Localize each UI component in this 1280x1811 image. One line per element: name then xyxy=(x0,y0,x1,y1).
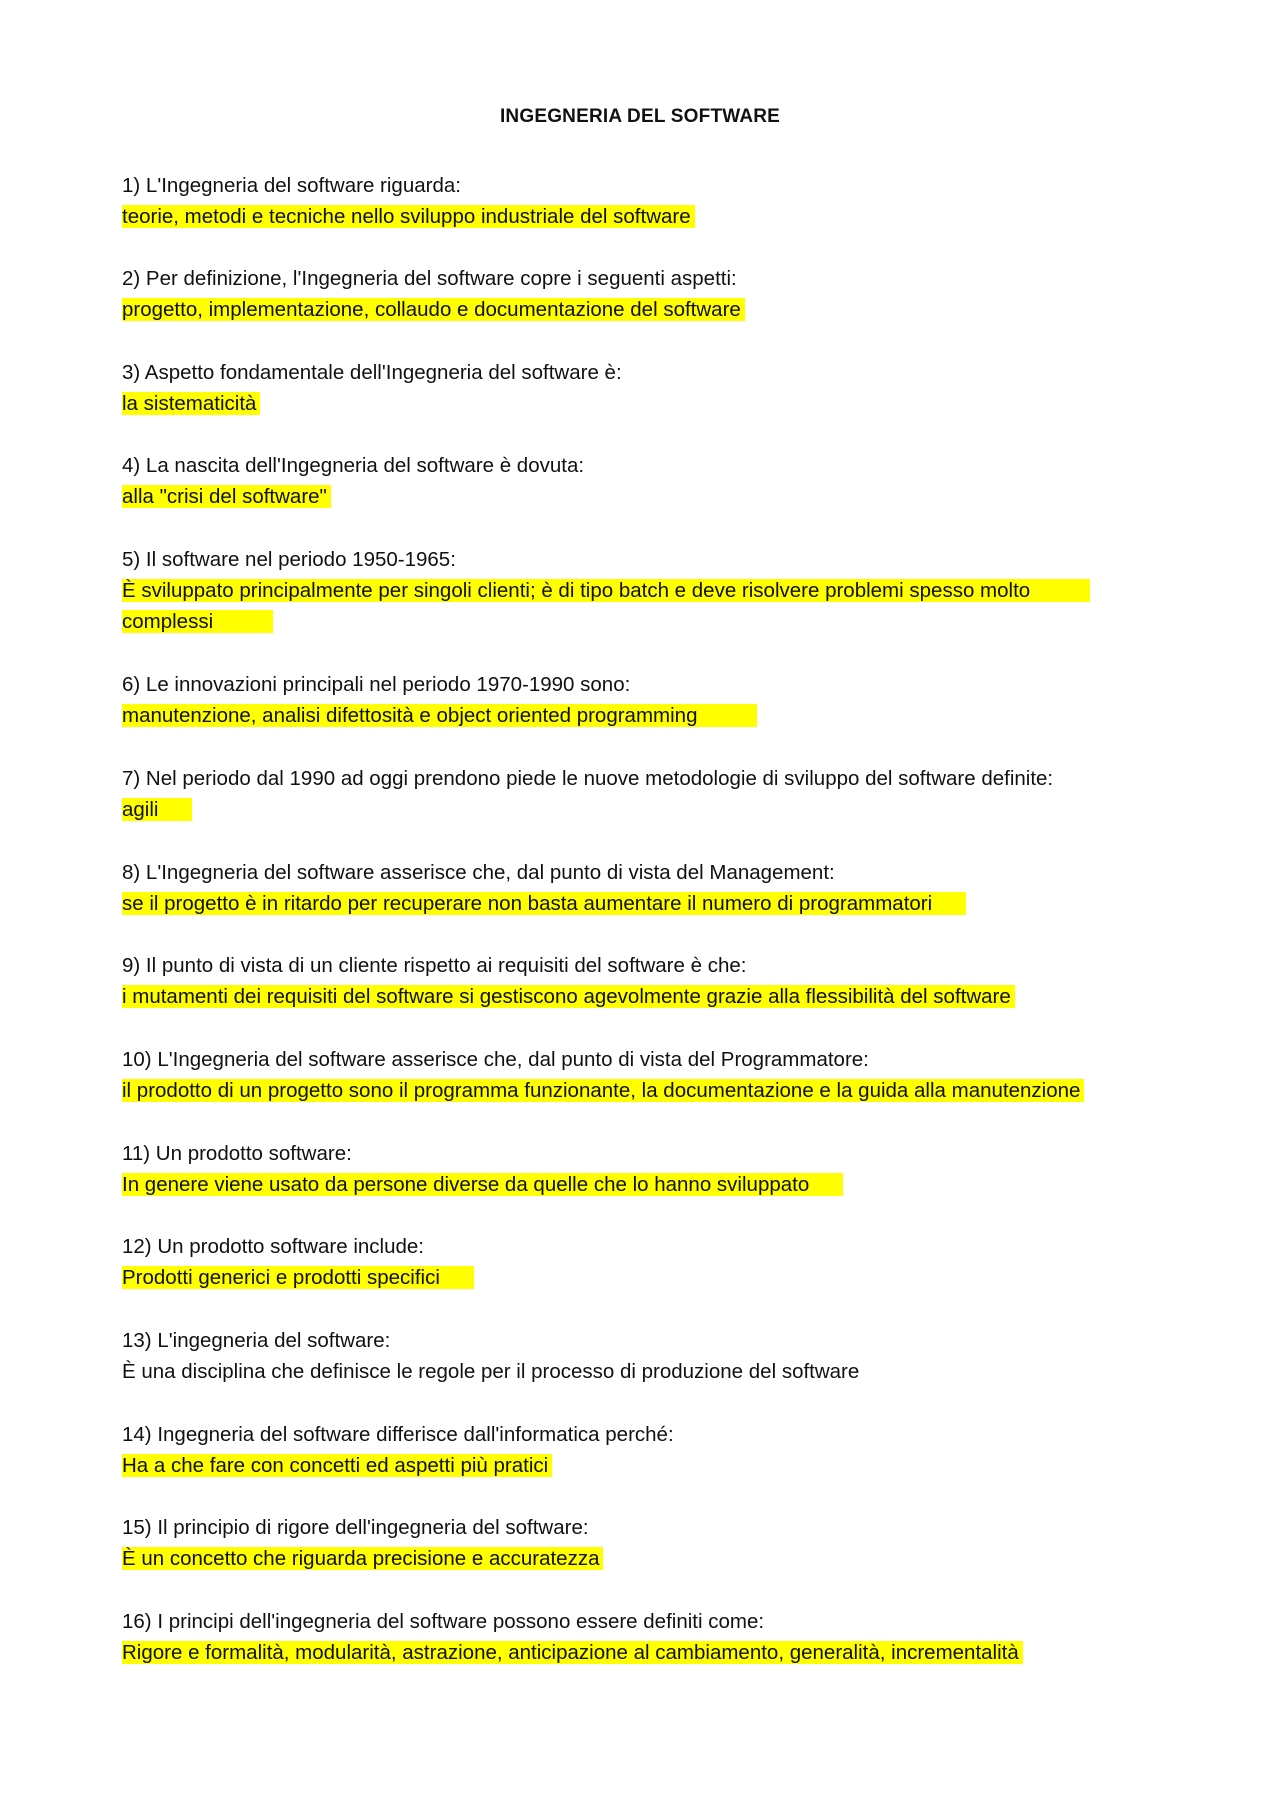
question-text: 3) Aspetto fondamentale dell'Ingegneria del software è: xyxy=(122,361,622,384)
qa-item-13 xyxy=(122,1325,1182,1387)
qa-item-7 xyxy=(122,763,1182,825)
qa-item-5 xyxy=(122,544,1182,637)
answer-highlight: i mutamenti dei requisiti del software si gestiscono agevolmente grazie alla flessibilità del software xyxy=(122,985,1015,1008)
page-title: INGEGNERIA DEL SOFTWARE xyxy=(499,106,781,127)
qa-item-15 xyxy=(122,1512,1182,1574)
answer-highlight: Rigore e formalità, modularità, astrazione, anticipazione al cambiamento, generalità, incrementalità xyxy=(122,1641,1023,1664)
qa-item-8 xyxy=(122,857,1182,919)
qa-item-14 xyxy=(122,1419,1182,1481)
question-text: 11) Un prodotto software: xyxy=(122,1142,352,1165)
answer-highlight: il prodotto di un progetto sono il programma funzionante, la documentazione e la guida alla manutenzione xyxy=(122,1079,1084,1102)
answer-highlight: progetto, implementazione, collaudo e documentazione del software xyxy=(122,298,745,321)
answer-highlight: teorie, metodi e tecniche nello sviluppo industriale del software xyxy=(122,205,695,228)
answer-highlight: alla "crisi del software" xyxy=(122,485,331,508)
answer-highlight: se il progetto è in ritardo per recuperare non basta aumentare il numero di programmatori xyxy=(122,892,966,915)
question-text: 16) I principi dell'ingegneria del software possono essere definiti come: xyxy=(122,1610,765,1633)
qa-item-11 xyxy=(122,1138,1182,1200)
qa-item-10 xyxy=(122,1044,1182,1106)
question-text: 1) L'Ingegneria del software riguarda: xyxy=(122,174,461,197)
qa-item-2 xyxy=(122,263,1182,325)
answer-highlight: Ha a che fare con concetti ed aspetti più pratici xyxy=(122,1454,552,1477)
question-text: 6) Le innovazioni principali nel periodo 1970-1990 sono: xyxy=(122,673,631,696)
qa-item-6 xyxy=(122,669,1182,731)
question-text: 8) L'Ingegneria del software asserisce che, dal punto di vista del Management: xyxy=(122,861,835,884)
question-text: 15) Il principio di rigore dell'ingegneria del software: xyxy=(122,1516,589,1539)
question-text: 4) La nascita dell'Ingegneria del software è dovuta: xyxy=(122,454,585,477)
answer-text: È una disciplina che definisce le regole per il processo di produzione del software xyxy=(122,1360,860,1383)
qa-item-4 xyxy=(122,450,1182,512)
answer-highlight: È sviluppato principalmente per singoli clienti; è di tipo batch e deve risolvere problemi spesso molto complessi xyxy=(122,579,1090,633)
answer-highlight: agili xyxy=(122,798,192,821)
answer-highlight: Prodotti generici e prodotti specifici xyxy=(122,1266,474,1289)
question-text: 9) Il punto di vista di un cliente rispetto ai requisiti del software è che: xyxy=(122,954,747,977)
qa-item-3 xyxy=(122,357,1182,419)
qa-item-16 xyxy=(122,1606,1182,1668)
question-text: 12) Un prodotto software include: xyxy=(122,1235,424,1258)
answer-highlight: È un concetto che riguarda precisione e accuratezza xyxy=(122,1547,603,1570)
answer-highlight: In genere viene usato da persone diverse da quelle che lo hanno sviluppato xyxy=(122,1173,843,1196)
question-text: 14) Ingegneria del software differisce dall'informatica perché: xyxy=(122,1423,674,1446)
answer-highlight: la sistematicità xyxy=(122,392,260,415)
qa-item-1 xyxy=(122,170,1182,232)
qa-item-9 xyxy=(122,950,1182,1012)
question-text: 10) L'Ingegneria del software asserisce che, dal punto di vista del Programmatore: xyxy=(122,1048,869,1071)
question-text: 7) Nel periodo dal 1990 ad oggi prendono piede le nuove metodologie di sviluppo del software definite: xyxy=(122,767,1054,790)
qa-item-12 xyxy=(122,1231,1182,1293)
question-text: 13) L'ingegneria del software: xyxy=(122,1329,391,1352)
question-text: 2) Per definizione, l'Ingegneria del software copre i seguenti aspetti: xyxy=(122,267,737,290)
question-text: 5) Il software nel periodo 1950-1965: xyxy=(122,548,456,571)
answer-highlight: manutenzione, analisi difettosità e object oriented programming xyxy=(122,704,757,727)
